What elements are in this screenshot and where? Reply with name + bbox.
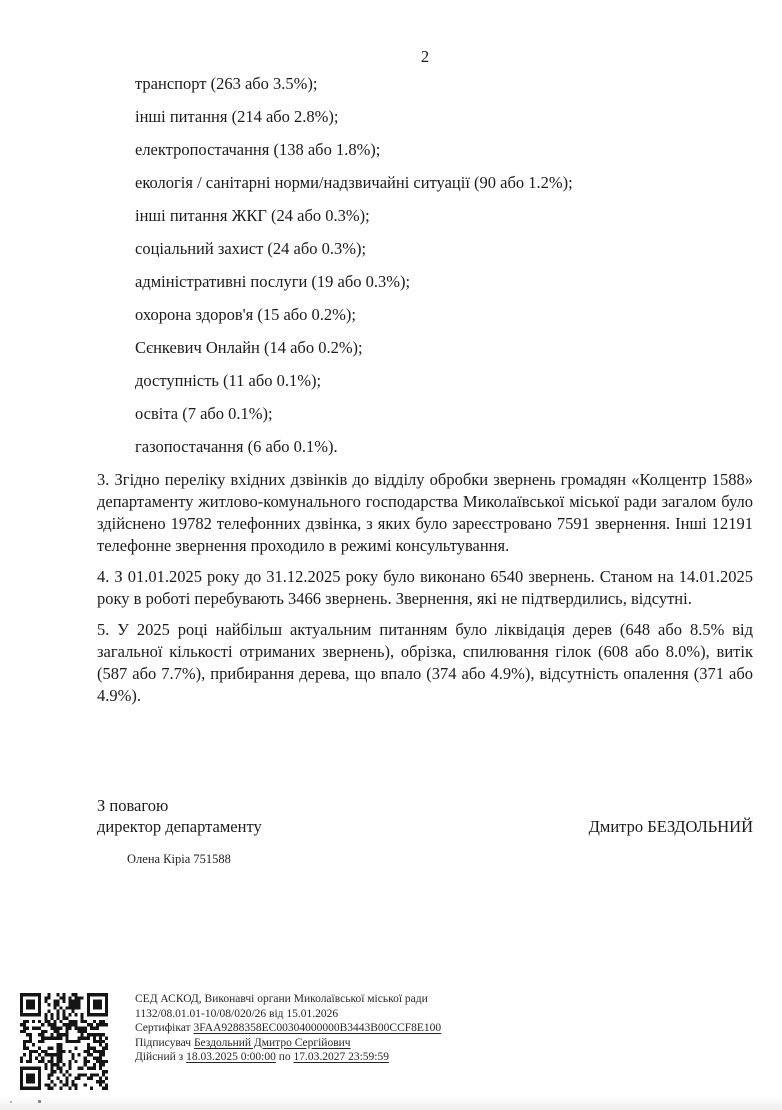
- certificate-value: 3FAA9288358EC00304000000B3443B00CCF8E100: [193, 1022, 442, 1035]
- paragraph-4: 4. З 01.01.2025 року до 31.12.2025 року було виконано 6540 звернень. Станом на 14.01.2025 року в роботі перебувають 3466 звернень. Звернення, які не підтвердились, відсутні.: [97, 567, 753, 608]
- digital-signature-stamp: [20, 991, 580, 1101]
- scan-edge-shadow: [0, 1097, 782, 1110]
- certificate-label: Сертифікат: [135, 1022, 194, 1035]
- list-item: електропостачання (138 або 1.8%);: [135, 140, 381, 159]
- validity-mid: по: [275, 1051, 294, 1064]
- signature-block: [97, 795, 753, 837]
- stamp-system-line: СЕД АСКОД, Виконавчі органи Миколаївської міської ради: [135, 993, 428, 1005]
- list-item: інші питання (214 або 2.8%);: [135, 107, 339, 126]
- executor-note: Олена Кіріа 751588: [127, 852, 231, 866]
- stamp-doc-number-line: 1132/08.01.01-10/08/020/26 від 15.01.2026: [135, 1007, 339, 1020]
- document-body: [97, 0, 753, 867]
- signer-title: директор департаменту: [97, 817, 262, 836]
- scan-speck: [38, 1100, 41, 1103]
- list-item: доступність (11 або 0.1%);: [135, 371, 322, 390]
- scan-speck: [10, 1101, 12, 1103]
- stamp-validity-line: [135, 1050, 565, 1065]
- list-item: адміністративні послуги (19 або 0.3%);: [135, 272, 411, 291]
- list-item: інші питання ЖКГ (24 або 0.3%);: [135, 206, 370, 225]
- stamp-text: [135, 992, 565, 1065]
- list-item: освіта (7 або 0.1%);: [135, 404, 273, 423]
- signer-name: Дмитро БЕЗДОЛЬНИЙ: [588, 817, 753, 836]
- stamp-signer-line: [135, 1036, 565, 1051]
- signature-closing: З повагою: [97, 796, 169, 815]
- page-number: 2: [420, 47, 430, 66]
- list-item: соціальний захист (24 або 0.3%);: [135, 239, 367, 258]
- qr-code-icon: [20, 993, 108, 1090]
- list-item: транспорт (263 або 3.5%);: [135, 74, 318, 93]
- list-item: газопостачання (6 або 0.1%).: [135, 437, 338, 456]
- stamp-certificate-line: [135, 1021, 565, 1036]
- list-item: охорона здоров'я (15 або 0.2%);: [135, 305, 356, 324]
- signer-value: Бездольний Дмитро Сергійович: [193, 1036, 351, 1049]
- validity-label: Дійсний з: [135, 1051, 187, 1064]
- validity-from: 18.03.2025 0:00:00: [186, 1051, 276, 1064]
- topics-list: [97, 73, 753, 457]
- list-item: Сєнкевич Онлайн (14 або 0.2%);: [135, 338, 363, 357]
- signature-row: [97, 816, 753, 837]
- signer-label: Підписувач: [135, 1036, 194, 1049]
- list-item: екологія / санітарні норми/надзвичайні ситуації (90 або 1.2%);: [135, 173, 573, 192]
- validity-to: 17.03.2027 23:59:59: [293, 1051, 389, 1064]
- paragraph-3: 3. Згідно переліку вхідних дзвінків до відділу обробки звернень громадян «Колцентр 1588» департаменту житлово-комунального господарства Миколаївської міської ради загалом було здійснено 19782 телефонних дзвінка, з яких було зареєстровано 7591 звернення. Інші 12191 телефонне звернення проходило в режимі консультування.: [97, 470, 753, 555]
- paragraph-5: 5. У 2025 році найбільш актуальним питанням було ліквідація дерев (648 або 8.5% від загальної кількості отриманих звернень), обрізка, спилювання гілок (608 або 8.0%), витік (587 або 7.7%), прибирання дерева, що впало (374 або 4.9%), відсутність опалення (371 або 4.9%).: [97, 620, 753, 705]
